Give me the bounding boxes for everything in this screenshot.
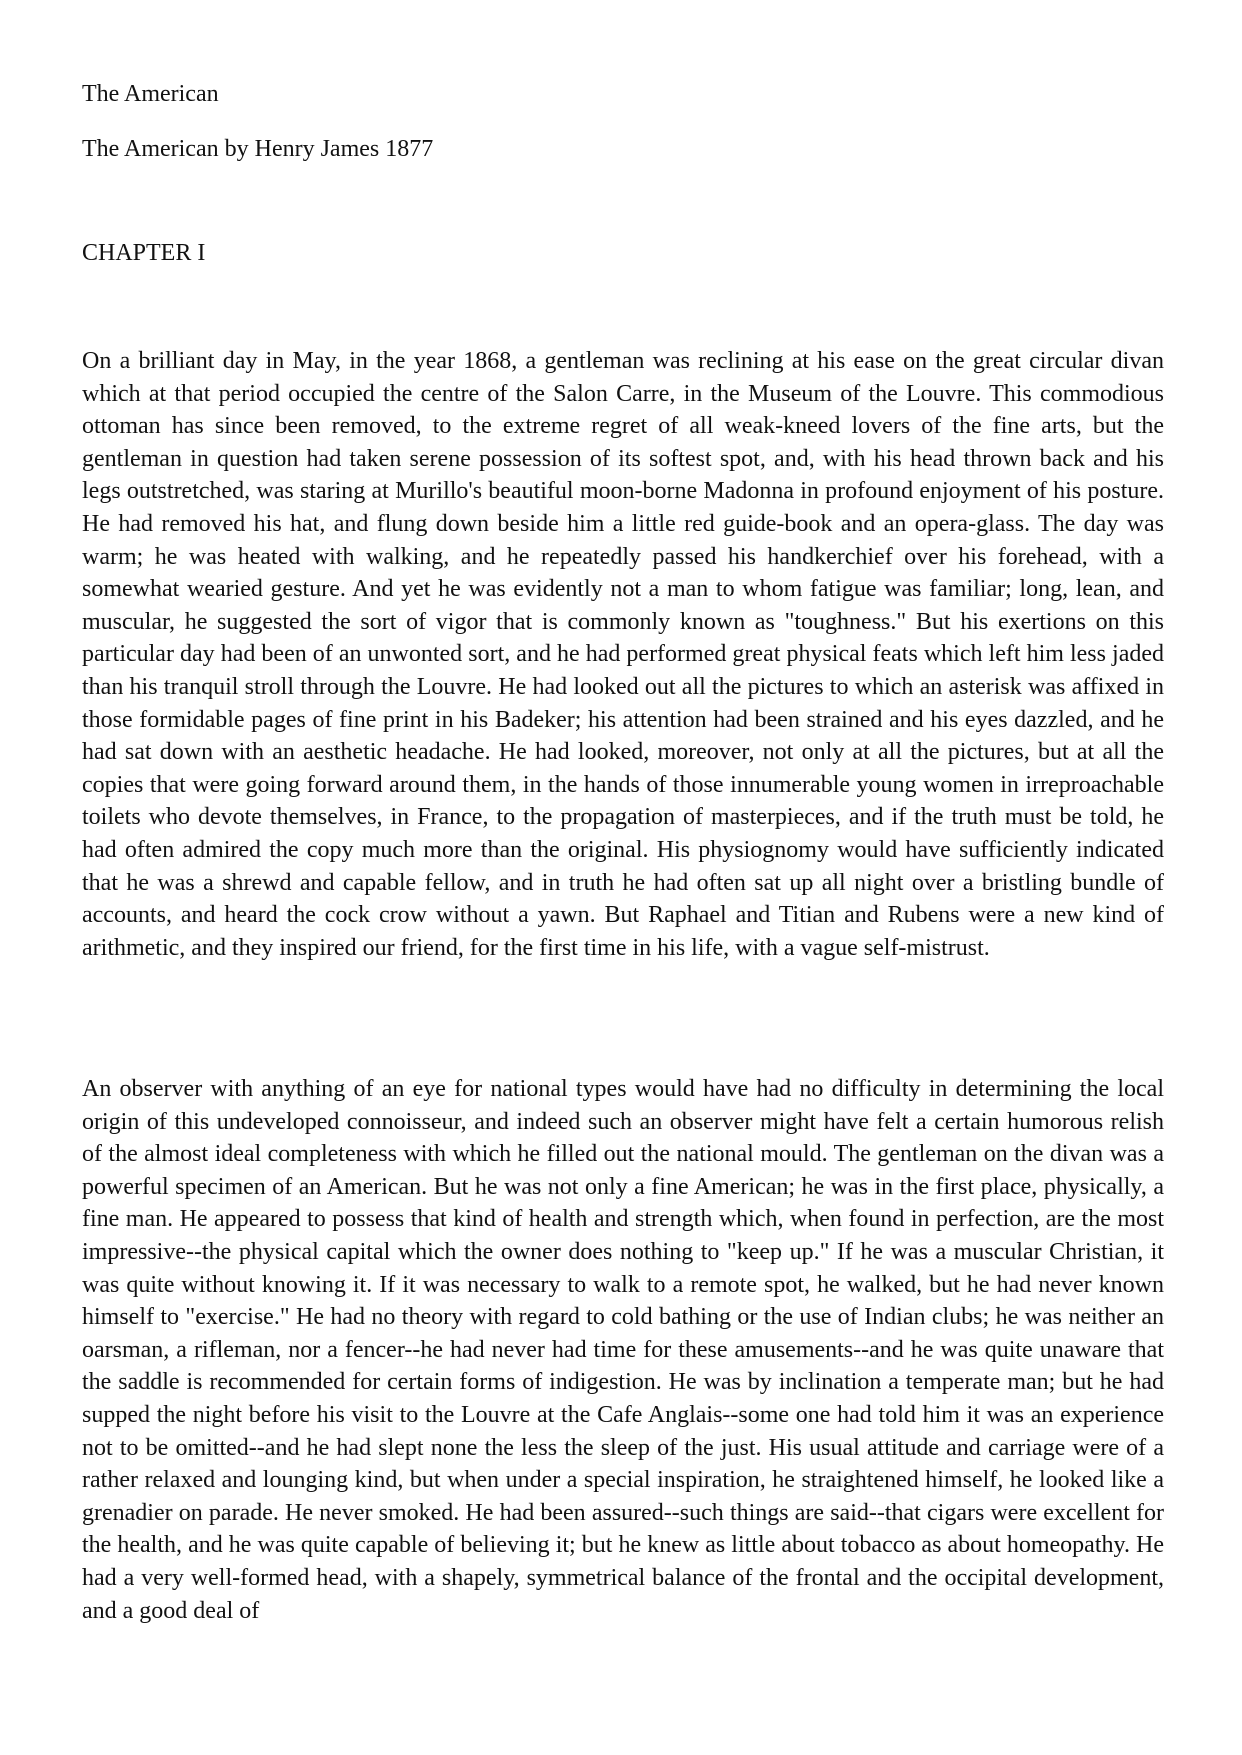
- document-title: The American: [82, 81, 219, 107]
- document-byline: The American by Henry James 1877: [82, 136, 434, 162]
- paragraph-1: On a brilliant day in May, in the year 1868, a gentleman was reclining at his ease on the great circular divan which at that period occupied the centre of the Salon Carre, in the Museum of the Louvre. This commodious ottoman has since been removed, to the extreme regret of all weak-kneed lovers of the fine arts, but the gentleman in question had taken serene possession of its softest spot, and, with his head thrown back and his legs outstretched, was staring at Murillo's beautiful moon-borne Madonna in profound enjoyment of his posture. He had removed his hat, and flung down beside him a little red guide-book and an opera-glass. The day was warm; he was heated with walking, and he repeatedly passed his handkerchief over his forehead, with a somewhat wearied gesture. And yet he was evidently not a man to whom fatigue was familiar; long, lean, and muscular, he suggested the sort of vigor that is commonly known as "toughness." But his exertions on this particular day had been of an unwonted sort, and he had performed great physical feats which left him less jaded than his tranquil stroll through the Louvre. He had looked out all the pictures to which an asterisk was affixed in those formidable pages of fine print in his Badeker; his attention had been strained and his eyes dazzled, and he had sat down with an aesthetic headache. He had looked, moreover, not only at all the pictures, but at all the copies that were going forward around them, in the hands of those innumerable young women in irreproachable toilets who devote themselves, in France, to the propagation of masterpieces, and if the truth must be told, he had often admired the copy much more than the original. His physiognomy would have sufficiently indicated that he was a shrewd and capable fellow, and in truth he had often sat up all night over a bristling bundle of accounts, and heard the cock crow without a yawn. But Raphael and Titian and Rubens were a new kind of arithmetic, and they inspired our friend, for the first time in his life, with a vague self-mistrust.: [82, 348, 1164, 961]
- chapter-heading: CHAPTER I: [82, 240, 206, 266]
- paragraph-2: An observer with anything of an eye for national types would have had no difficulty in determining the local origin of this undeveloped connoisseur, and indeed such an observer might have felt a certain humorous relish of the almost ideal completeness with which he filled out the national mould. The gentleman on the divan was a powerful specimen of an American. But he was not only a fine American; he was in the first place, physically, a fine man. He appeared to possess that kind of health and strength which, when found in perfection, are the most impressive--the physical capital which the owner does nothing to "keep up." If he was a muscular Christian, it was quite without knowing it. If it was necessary to walk to a remote spot, he walked, but he had never known himself to "exercise." He had no theory with regard to cold bathing or the use of Indian clubs; he was neither an oarsman, a rifleman, nor a fencer--he had never had time for these amusements--and he was quite unaware that the saddle is recommended for certain forms of indigestion. He was by inclination a temperate man; but he had supped the night before his visit to the Louvre at the Cafe Anglais--some one had told him it was an experience not to be omitted--and he had slept none the less the sleep of the just. His usual attitude and carriage were of a rather relaxed and lounging kind, but when under a special inspiration, he straightened himself, he looked like a grenadier on parade. He never smoked. He had been assured--such things are said--that cigars were excellent for the health, and he was quite capable of believing it; but he knew as little about tobacco as about homeopathy. He had a very well-formed head, with a shapely, symmetrical balance of the frontal and the occipital development, and a good deal of: [82, 1076, 1164, 1624]
